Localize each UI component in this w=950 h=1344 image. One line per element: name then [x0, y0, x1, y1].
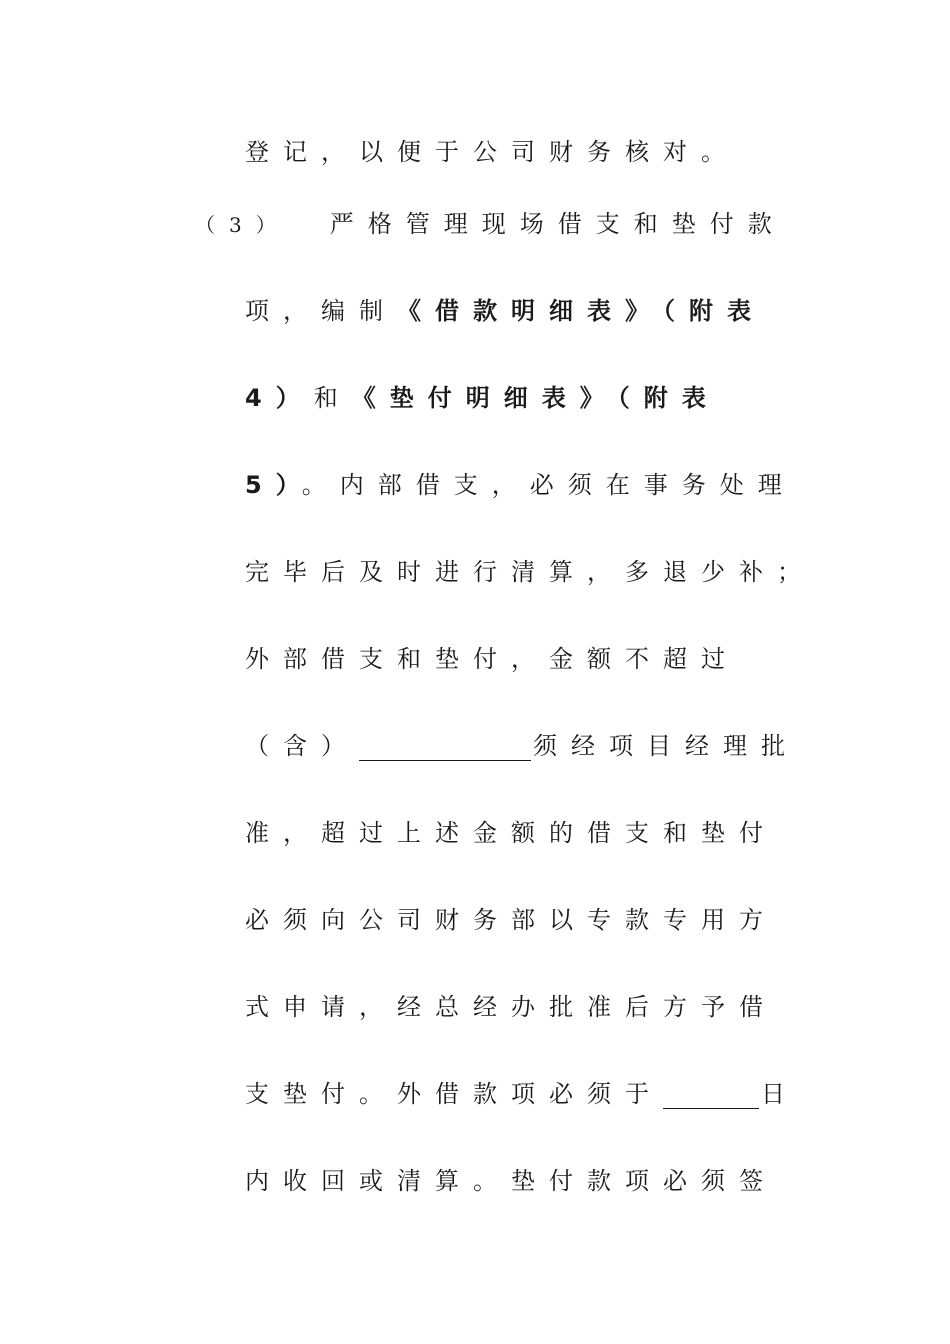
line-text: 项，编制 — [245, 297, 397, 325]
text-line — [245, 470, 796, 500]
table-reference: 4） — [245, 384, 314, 412]
days-blank-field[interactable] — [663, 1084, 759, 1109]
text-line — [245, 296, 765, 326]
text-line — [245, 1079, 799, 1109]
text-line — [245, 731, 799, 761]
line-text: 准，超过上述金额的借支和垫付 — [245, 819, 777, 847]
text-line — [245, 818, 777, 848]
text-line — [245, 1166, 777, 1196]
table-reference: 《垫付明细表》（附表 — [351, 384, 720, 412]
amount-blank-field[interactable] — [359, 736, 531, 761]
line-text: 和 — [313, 384, 352, 412]
line-text: 日 — [761, 1080, 799, 1108]
text-line — [245, 557, 815, 587]
table-reference: 《借款明细表》（附表 — [397, 297, 765, 325]
text-line — [245, 905, 777, 935]
line-text: 外部借支和垫付，金额不超过 — [245, 645, 739, 673]
text-line — [195, 209, 786, 240]
text-line — [245, 644, 739, 674]
line-text: （含） — [245, 732, 359, 760]
table-reference: 5） — [245, 471, 302, 499]
line-text: 式申请，经总经办批准后方予借 — [245, 993, 777, 1021]
line-text: 内收回或清算。垫付款项必须签 — [245, 1167, 777, 1195]
text-line — [245, 137, 739, 167]
line-text: 完毕后及时进行清算，多退少补； — [245, 558, 815, 586]
line-text: 严格管理现场借支和垫付款 — [329, 210, 786, 238]
text-line — [245, 383, 720, 413]
line-text: 登记，以便于公司财务核对。 — [245, 138, 739, 166]
line-text: 须经项目经理批 — [533, 732, 799, 760]
line-text: 。内部借支，必须在事务处理 — [301, 471, 796, 499]
text-line — [245, 992, 777, 1022]
line-text: 支垫付。外借款项必须于 — [245, 1080, 663, 1108]
line-text: 必须向公司财务部以专款专用方 — [245, 906, 777, 934]
item-number: （3） — [195, 213, 290, 237]
